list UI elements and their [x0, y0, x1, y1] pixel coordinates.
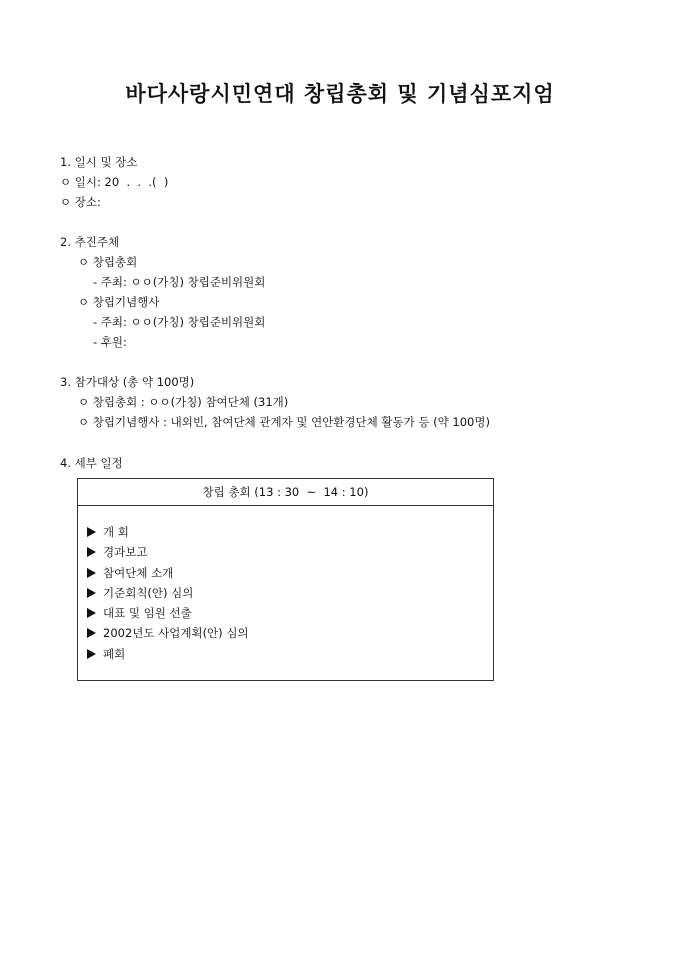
section-1-heading: 1. 일시 및 장소 [60, 155, 138, 169]
section-4-heading: 4. 세부 일정 [60, 456, 123, 470]
triangle-right-icon [87, 588, 96, 598]
founding-targets-line: ㅇ 창립총회 : ㅇㅇ(가칭) 참여단체 (31개) [78, 395, 289, 409]
agenda-item-label: 경과보고 [103, 545, 148, 560]
agenda-item [87, 626, 249, 646]
ceremony-targets-line: ㅇ 창립기념행사 : 내외빈, 참여단체 관계자 및 연안환경단체 활동가 등 (약 100명) [78, 415, 490, 429]
schedule-box [77, 478, 494, 681]
agenda-item-label: 개 회 [103, 525, 129, 539]
agenda-item [87, 545, 249, 565]
section-3-heading: 3. 참가대상 (총 약 100명) [60, 375, 195, 389]
agenda-item [87, 606, 249, 626]
section-2-heading: 2. 추진주체 [60, 235, 120, 249]
triangle-right-icon [87, 568, 96, 578]
agenda-list [87, 525, 249, 667]
place-line: ㅇ 장소: [60, 195, 101, 209]
triangle-right-icon [87, 527, 96, 537]
triangle-right-icon [87, 608, 96, 618]
agenda-item-label: 2002년도 사업계획(안) 심의 [103, 626, 249, 641]
schedule-box-header: 창립 총회 (13 : 30 ~ 14 : 10) [78, 479, 493, 506]
ceremony-item: ㅇ 창립기념행사 [78, 295, 160, 309]
triangle-right-icon [87, 547, 96, 557]
ceremony-sponsor-line: - 후원: [93, 335, 127, 349]
founding-meeting-item: ㅇ 창립총회 [78, 255, 138, 269]
agenda-item-label: 폐회 [103, 646, 126, 661]
agenda-item-label: 대표 및 임원 선출 [103, 606, 192, 621]
document-title: 바다사랑시민연대 창립총회 및 기념심포지엄 [125, 81, 555, 106]
ceremony-host-line: - 주최: ㅇㅇ(가칭) 창립준비위원회 [93, 315, 266, 329]
triangle-right-icon [87, 628, 96, 638]
agenda-item [87, 525, 249, 545]
agenda-item-label: 기준회칙(안) 심의 [103, 585, 194, 600]
agenda-item-label: 참여단체 소개 [103, 565, 174, 580]
triangle-right-icon [87, 649, 96, 659]
date-line: ㅇ 일시: 20 . . .( ) [60, 175, 169, 189]
agenda-item [87, 647, 249, 667]
agenda-item [87, 586, 249, 606]
founding-host-line: - 주최: ㅇㅇ(가칭) 창립준비위원회 [93, 275, 266, 289]
agenda-item [87, 566, 249, 586]
